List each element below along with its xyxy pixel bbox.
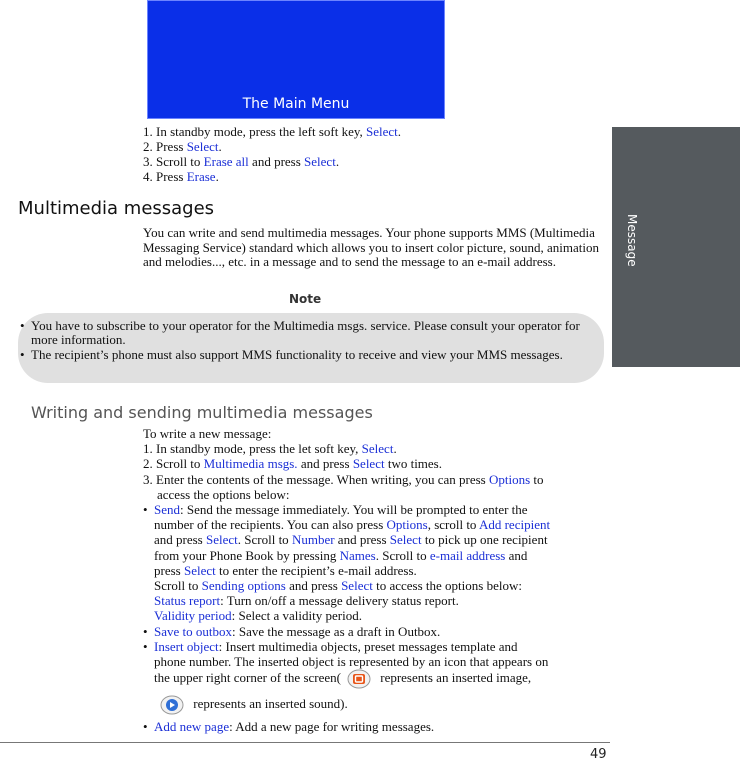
page-number: 49: [590, 747, 607, 762]
write-step-3: 3. Enter the contents of the message. When writing, you can press Options to: [143, 471, 544, 487]
step-1: 1. In standby mode, press the left soft key, Select.: [143, 124, 402, 139]
footer-rule: [0, 742, 610, 743]
lead-text: To write a new message:: [143, 426, 272, 441]
subsection-body: [143, 426, 605, 734]
step-2: 2. Press Select.: [143, 139, 222, 154]
note-list: [18, 319, 598, 363]
note-item: • You have to subscribe to your operator for the Multimedia msgs. service. Please consult your operator for more information.: [20, 318, 580, 347]
write-step-1: 1. In standby mode, press the let soft key, Select.: [143, 441, 397, 457]
option-insert-object: • Insert object: Insert multimedia objects, preset messages template and phone number. The inserted object is represented by an icon that appears on the upper right corner of the screen( represents an inserted image, represents an inserted sound).: [143, 639, 605, 715]
step-3: 3. Scroll to Erase all and press Select.: [143, 154, 340, 169]
subsection-heading: Writing and sending multimedia messages: [31, 403, 373, 422]
section-intro: You can write and send multimedia messages. Your phone supports MMS (Multimedia Messaging Service) standard which allows you to insert color picture, sound, animation and melodies..., etc. in a message and to send the message to an e-mail address.: [143, 225, 599, 269]
sound-object-icon: [160, 695, 184, 715]
option-send: • Send: Send the message immediately. You will be prompted to enter the number of the recipients. You can also press Options, scroll to Add recipient and press Select. Scroll to Number and press Select to pick up one recipient from your Phone Book by pressing Names. Scroll to e-mail address and press Select to enter the recipient’s e-mail address. Scroll to Sending options and press Select to access the options below: Status report: Turn on/off a message delivery status report. Validity period: Select a validity period.: [143, 502, 551, 624]
phone-screen-image: [147, 0, 445, 119]
step-4: 4. Press Erase.: [143, 169, 219, 184]
screen-title: The Main Menu: [242, 96, 350, 112]
write-step-3-cont: access the options below:: [157, 486, 290, 502]
note-heading: Note: [289, 292, 322, 306]
write-step-2: 2. Scroll to Multimedia msgs. and press Select two times.: [143, 456, 442, 472]
option-add-new-page: • Add new page: Add a new page for writing messages.: [143, 719, 435, 735]
note-item: • The recipient’s phone must also support MMS functionality to receive and view your MMS messages.: [20, 347, 563, 362]
section-heading: Multimedia messages: [18, 198, 215, 219]
option-save-to-outbox: • Save to outbox: Save the message as a draft in Outbox.: [143, 623, 441, 639]
erase-steps: [143, 124, 401, 184]
chapter-tab-label: Message: [625, 214, 639, 267]
picture-object-icon: [347, 669, 371, 689]
